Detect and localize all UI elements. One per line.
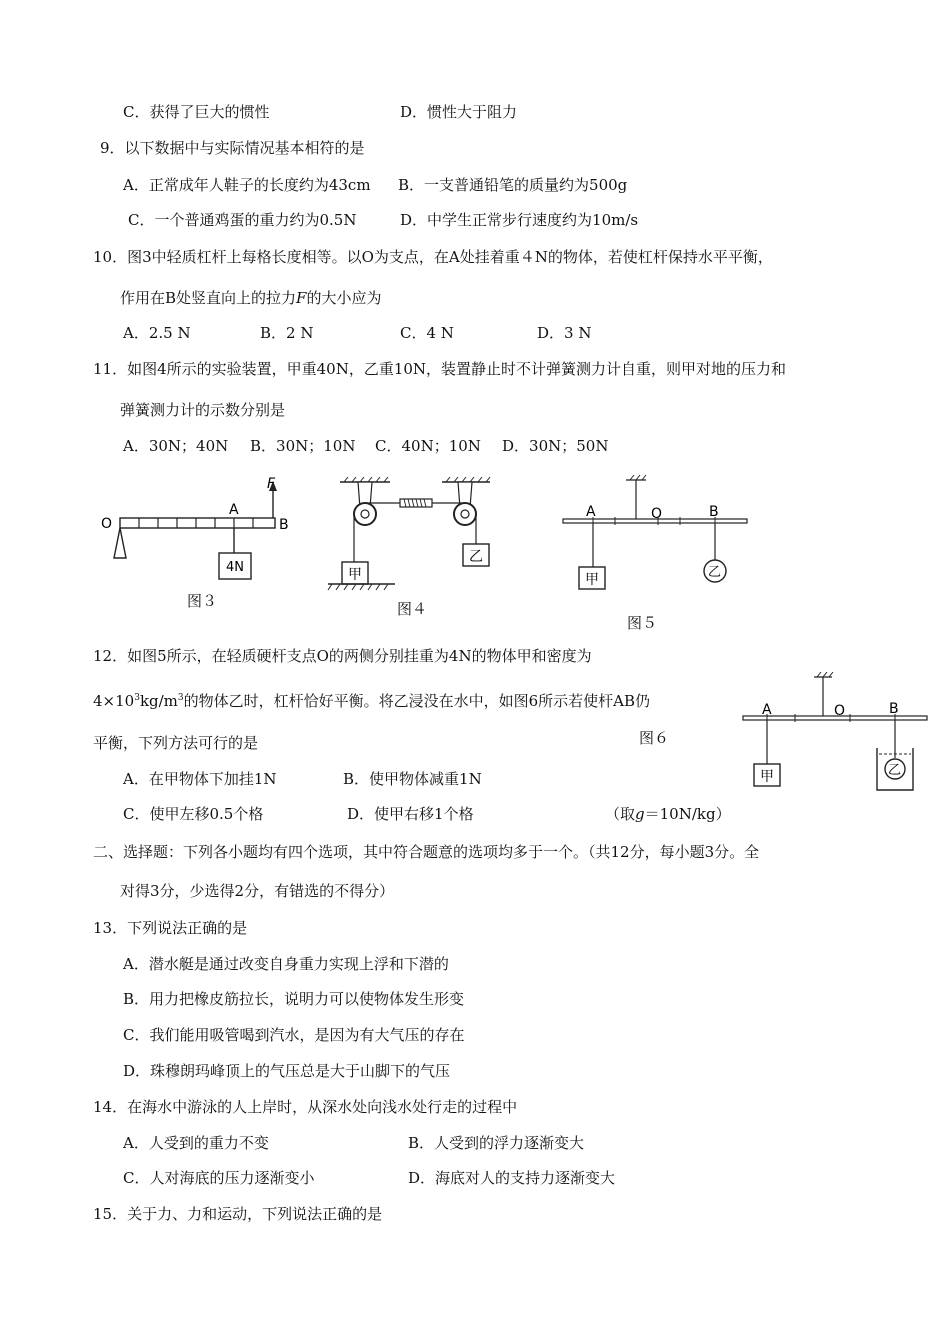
q10-stem-line1: 10．图3中轻质杠杆上每格长度相等。以O为支点，在A处挂着重４N的物体，若使杠杆保持水平平衡， xyxy=(93,248,773,266)
q12-unit-exponent: 3 xyxy=(177,693,184,703)
q8-option-c: C．获得了巨大的惯性 xyxy=(123,103,270,121)
q13-option-d: D．珠穆朗玛峰顶上的气压总是大于山脚下的气压 xyxy=(123,1062,451,1080)
q8-option-d: D．惯性大于阻力 xyxy=(400,103,518,121)
q10-stem-text: 作用在B处竖直向上的拉力 xyxy=(120,289,297,307)
q12-stem-line3: 平衡，下列方法可行的是 xyxy=(93,734,259,752)
q10-option-c: C．4 N xyxy=(400,324,454,342)
label-a: A xyxy=(586,504,596,520)
q12-option-c: C．使甲左移0.5个格 xyxy=(123,805,264,823)
q14-option-c: C．人对海底的压力逐渐变小 xyxy=(123,1169,315,1187)
q9-option-b: B．一支普通铅笔的质量约为500g xyxy=(398,176,628,194)
figure-6-lever-in-water xyxy=(740,672,930,797)
q13-stem: 13．下列说法正确的是 xyxy=(93,919,248,937)
q11-option-b: B．30N；10N xyxy=(250,437,356,455)
q12-stem-line2 xyxy=(93,691,650,711)
section-2-heading-line2: 对得3分，少选得2分，有错选的不得分） xyxy=(120,882,395,900)
label-b: B xyxy=(279,517,289,533)
ceiling-hatch xyxy=(630,475,646,480)
label-jia: 甲 xyxy=(348,567,362,583)
q9-option-c: C．一个普通鸡蛋的重力约为0.5N xyxy=(128,211,357,229)
q12-note xyxy=(605,804,731,824)
q11-stem-line2: 弹簧测力计的示数分别是 xyxy=(120,401,286,419)
label-b: B xyxy=(709,504,719,520)
q11-option-a: A．30N；40N xyxy=(123,437,229,455)
label-yi: 乙 xyxy=(888,763,902,778)
section-2-heading-line1: 二、选择题：下列各小题均有四个选项，其中符合题意的选项均多于一个。（共12分，每小题3分。全 xyxy=(93,843,760,861)
q14-option-b: B．人受到的浮力逐渐变大 xyxy=(408,1134,585,1152)
label-jia: 甲 xyxy=(585,572,599,588)
figure-6-caption: 图６ xyxy=(639,729,670,747)
q13-option-b: B．用力把橡皮筋拉长，说明力可以使物体发生形变 xyxy=(123,990,465,1008)
q12-option-a: A．在甲物体下加挂1N xyxy=(123,770,277,788)
q13-option-c: C．我们能用吸管喝到汽水，是因为有大气压的存在 xyxy=(123,1026,465,1044)
label-a: A xyxy=(762,702,772,718)
q12-option-b: B．使甲物体减重1N xyxy=(343,770,482,788)
q12-density-value: 4×10 xyxy=(93,692,135,710)
q11-option-c: C．40N；10N xyxy=(375,437,481,455)
q12-option-d: D．使甲右移1个格 xyxy=(347,805,474,823)
q12-density-unit: kg/m xyxy=(139,692,178,710)
q14-option-a: A．人受到的重力不变 xyxy=(123,1134,269,1152)
label-f: F xyxy=(267,476,276,492)
ceiling-hatch xyxy=(817,672,833,677)
q12-note-variable: g xyxy=(635,805,645,823)
q12-stem-line1: 12．如图5所示，在轻质硬杆支点O的两侧分别挂重为4N的物体甲和密度为 xyxy=(93,647,592,665)
q14-option-d: D．海底对人的支持力逐渐变大 xyxy=(408,1169,616,1187)
q9-stem: 9．以下数据中与实际情况基本相符的是 xyxy=(100,139,365,157)
q11-option-d: D．30N；50N xyxy=(502,437,609,455)
q12-note-value: ＝10N/kg） xyxy=(644,805,731,823)
ceiling-right-hatch xyxy=(446,477,490,482)
q10-option-b: B．2 N xyxy=(260,324,314,342)
figure-4-pulley-setup xyxy=(320,474,500,594)
q10-stem-tail: 的大小应为 xyxy=(306,289,382,307)
q11-stem-line1: 11．如图4所示的实验装置，甲重40N，乙重10N，装置静止时不计弹簧测力计自重，则甲对地的压力和 xyxy=(93,360,787,378)
q10-stem-line2 xyxy=(120,288,381,308)
q9-option-a: A．正常成年人鞋子的长度约为43cm xyxy=(123,176,371,194)
lever-bar xyxy=(120,518,275,528)
q9-option-d: D．中学生正常步行速度约为10m/s xyxy=(400,211,639,229)
q13-option-a: A．潜水艇是通过改变自身重力实现上浮和下潜的 xyxy=(123,955,449,973)
label-o: O xyxy=(651,506,663,522)
figure-4-caption: 图４ xyxy=(397,600,428,618)
label-yi: 乙 xyxy=(469,549,483,565)
label-o: O xyxy=(101,516,113,532)
q12-stem-tail: 的物体乙时，杠杆恰好平衡。将乙浸没在水中，如图6所示若使杆AB仍 xyxy=(183,692,651,710)
ground-hatch xyxy=(328,584,388,590)
q10-option-d: D．3 N xyxy=(537,324,592,342)
q14-stem: 14．在海水中游泳的人上岸时，从深水处向浅水处行走的过程中 xyxy=(93,1098,518,1116)
figure-5-lever xyxy=(560,472,750,597)
figure-5-caption: 图５ xyxy=(627,614,658,632)
q15-stem: 15．关于力、力和运动，下列说法正确的是 xyxy=(93,1205,383,1223)
q12-note-text: （取 xyxy=(605,805,636,823)
q10-variable-f: F xyxy=(296,289,307,307)
label-b: B xyxy=(889,701,899,717)
weight-label: 4N xyxy=(226,560,244,575)
figure-3-caption: 图３ xyxy=(187,592,218,610)
q10-option-a: A．2.5 N xyxy=(123,324,191,342)
fulcrum-triangle xyxy=(114,528,126,558)
label-o: O xyxy=(834,703,846,719)
label-yi: 乙 xyxy=(708,565,722,580)
q12-exponent: 3 xyxy=(134,693,140,703)
label-jia: 甲 xyxy=(760,769,774,785)
ceiling-left-hatch xyxy=(344,477,388,482)
label-a: A xyxy=(229,502,239,518)
